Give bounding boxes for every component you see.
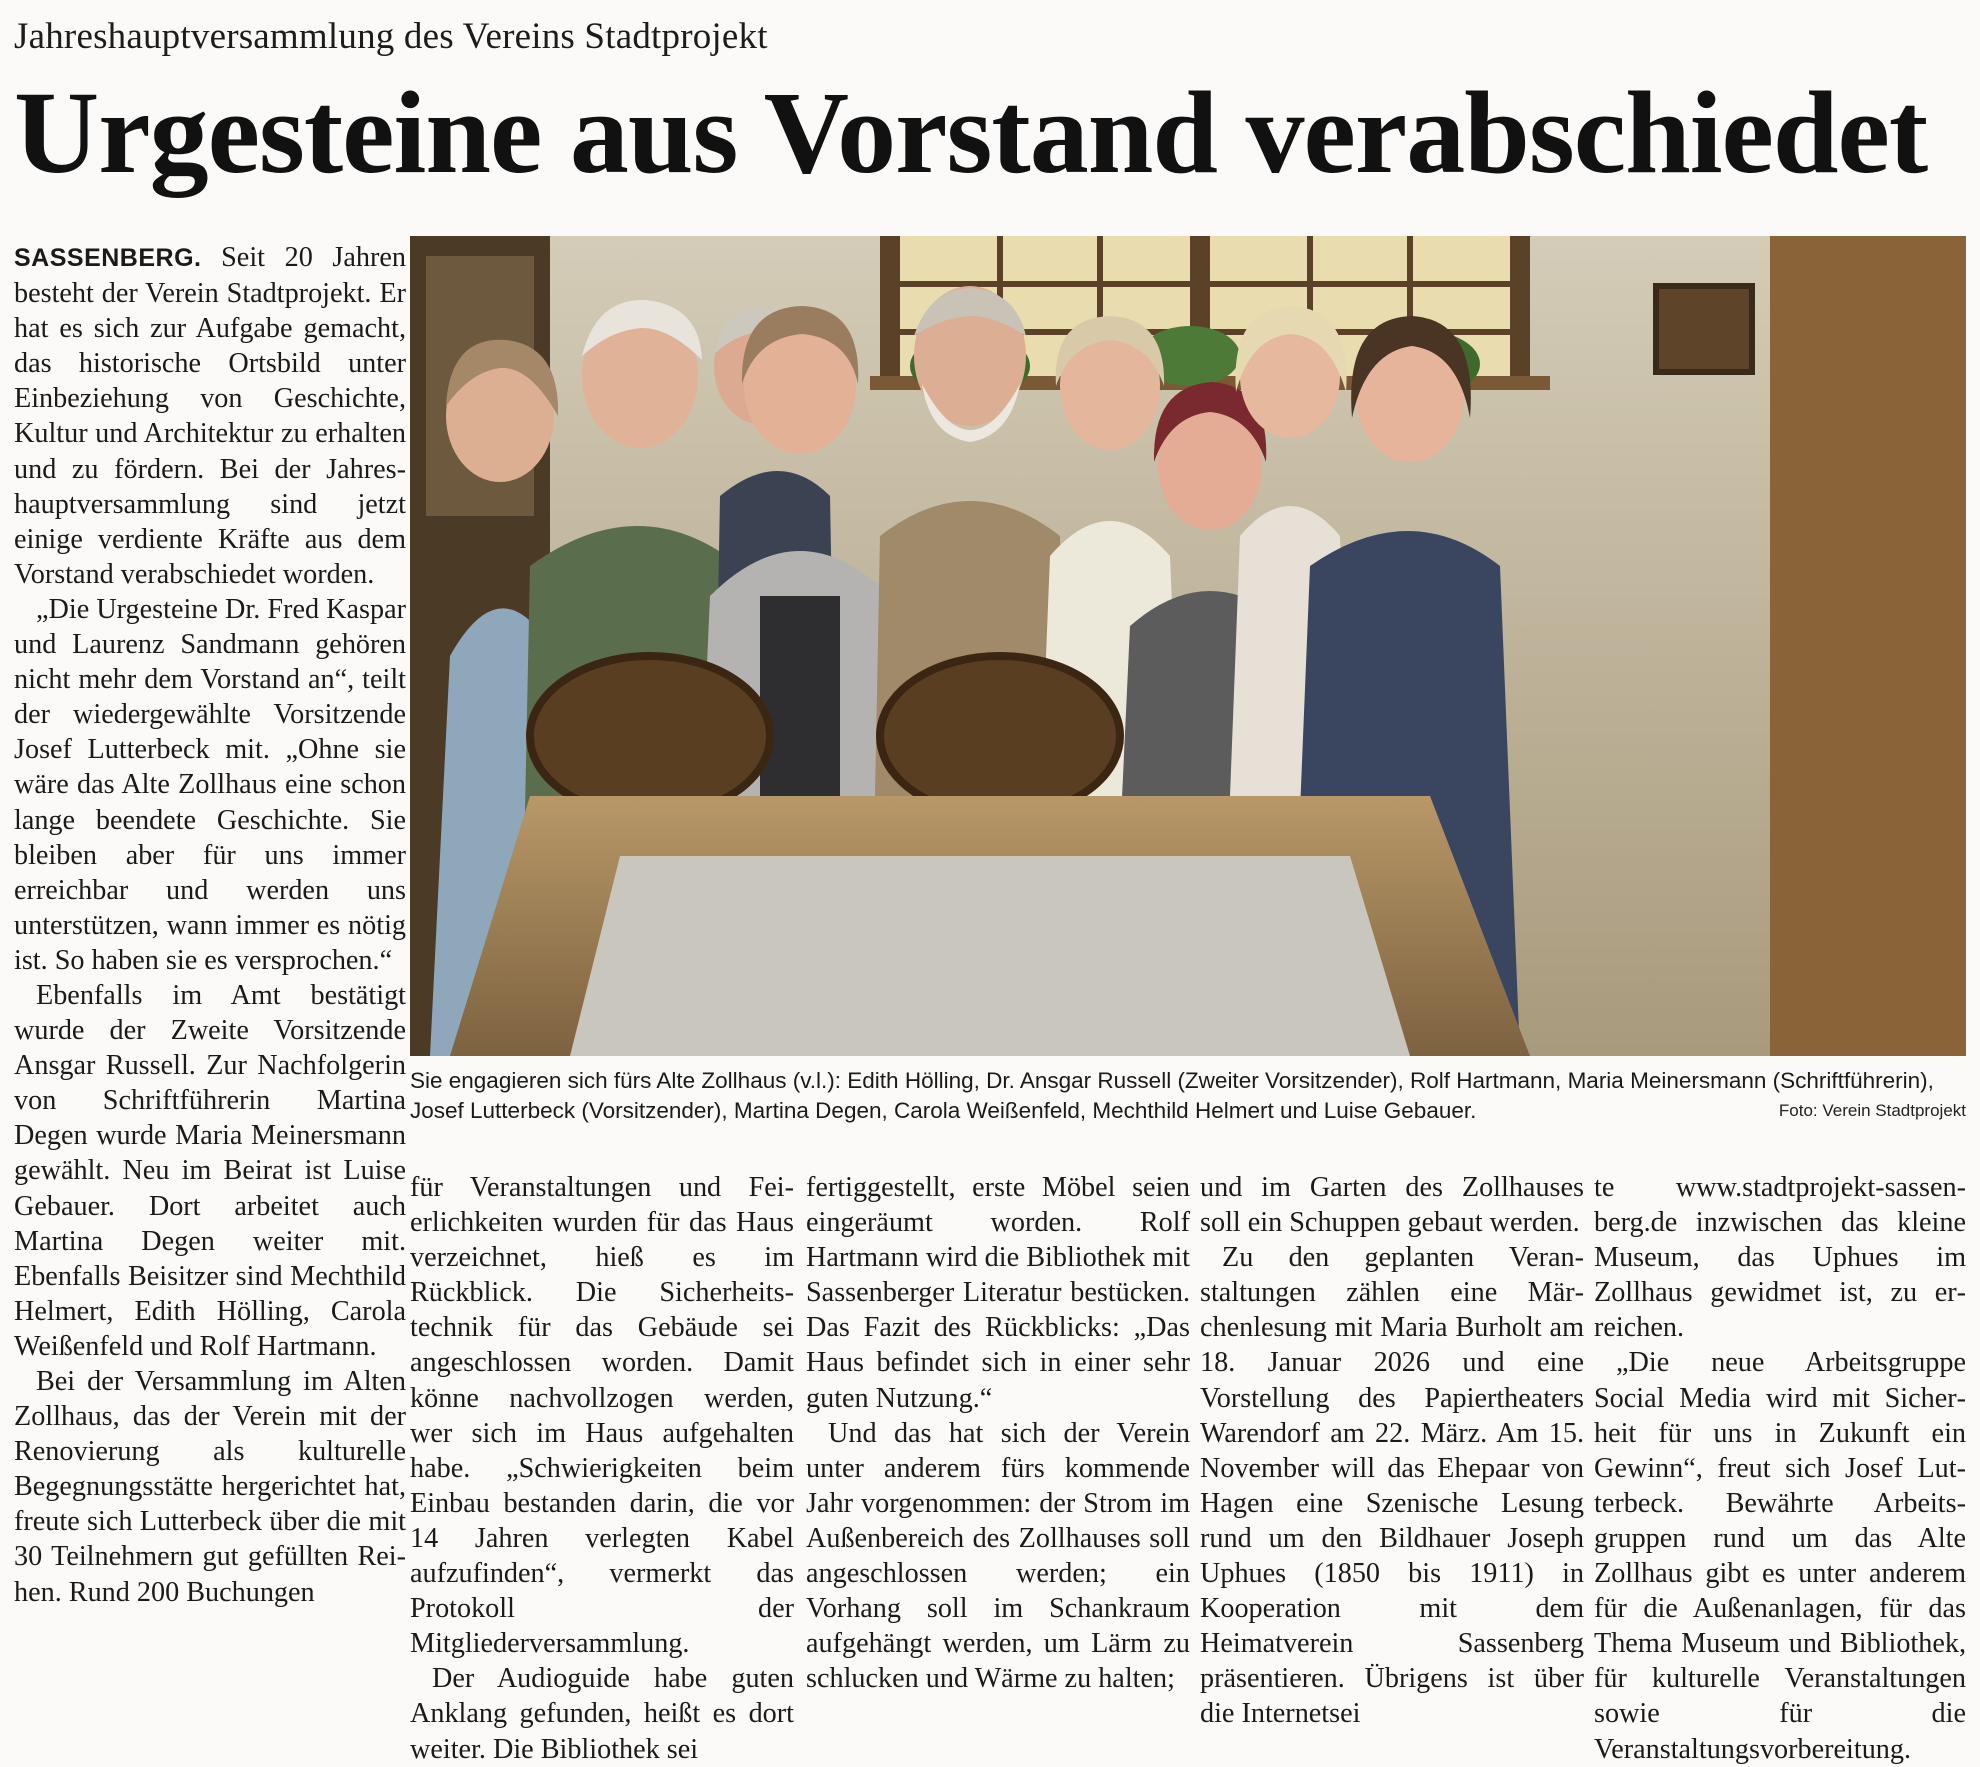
paragraph: Zu den geplanten Veranstaltungen zählen eine Märchenlesung mit Maria Burholt am 18. Januar 2026 und eine Vorstellung des Papiertheaters Warendorf am 22. März. Am 15. November will das Ehepaar von Hagen eine Szenische Lesung rund um den Bildhauer Joseph Uphues (1850 bis 1911) in Kooperation mit dem Heimatverein Sassenberg präsentieren. Übrigens ist über die Internetsei: [1200, 1242, 1584, 1730]
paragraph: te www.stadtprojekt-sassenberg.de inzwischen das kleine Museum, das Uphues im Zollhaus gewidmet ist, zu erreichen.: [1594, 1172, 1966, 1344]
paragraph: „Die Urgesteine Dr. Fred Kaspar und Laurenz Sandmann gehören nicht mehr dem Vorstand an“, teilt der wiedergewählte Vorsitzende Josef Lutterbeck mit. „Ohne sie wäre das Alte Zollhaus eine schon lange beendete Geschichte. Sie bleiben aber für uns immer erreichbar und werden uns unterstützen, wann immer es nötig ist. So haben sie es versprochen.“: [14, 593, 406, 976]
photo-caption: Sie engagieren sich fürs Alte Zollhaus (v.l.): Edith Hölling, Dr. Ansgar Russell (Zweiter Vorsitzender), Rolf Hartmann, Maria Meinersmann (Schriftführerin), Josef Lutterbeck (Vorsitzender), Martina Degen, Carola Weißenfeld, Mechthild Helmert und Luise Gebauer.: [410, 1068, 1934, 1123]
text-column-4: [1200, 1170, 1584, 1732]
paragraph: fertiggestellt, erste Möbel seien eingeräumt worden. Rolf Hartmann wird die Bibliothek mit Sassenberger Literatur bestücken. Das Fazit des Rückblicks: „Das Haus befindet sich in einer sehr guten Nutzung.“: [806, 1172, 1190, 1414]
text-column-3: [806, 1170, 1190, 1696]
paragraph: Der Audioguide habe guten Anklang gefunden, heißt es dort weiter. Die Bibliothek sei: [410, 1663, 794, 1765]
dateline: SASSENBERG.: [14, 244, 202, 272]
text-column-5: [1594, 1170, 1966, 1767]
paragraph: für Veranstaltungen und Feierlichkeiten wurden für das Haus verzeichnet, hieß es im Rückblick. Die Sicherheitstechnik für das Gebäude sei angeschlossen worden. Damit könne nachvollzogen werden, wer sich im Haus aufgehalten habe. „Schwierigkeiten beim Einbau bestanden darin, die vor 14 Jahren verlegten Kabel aufzufinden“, vermerkt das Protokoll der Mitgliederversammlung.: [410, 1172, 794, 1660]
article-kicker: Jahreshauptversammlung des Vereins Stadtprojekt: [14, 16, 768, 57]
group-photo-illustration: [410, 236, 1966, 1056]
text-column-1: [14, 240, 406, 1610]
paragraph: Ebenfalls im Amt bestätigt wurde der Zweite Vorsitzende Ansgar Russell. Zur Nachfolgerin von Schriftführerin Martina Degen wurde Maria Meinersmann gewählt. Neu im Beirat ist Luise Gebauer. Dort arbeitet auch Martina Degen weiter mit. Ebenfalls Beisitzer sind Mechthild Helmert, Edith Hölling, Carola Weißenfeld und Rolf Hartmann.: [14, 979, 406, 1362]
paragraph: und im Garten des Zollhauses soll ein Schuppen gebaut werden.: [1200, 1172, 1584, 1239]
lead-paragraph: [14, 240, 406, 592]
paragraph: Und das hat sich der Verein unter anderem fürs kommende Jahr vorgenommen: der Strom im Außenbereich des Zollhauses soll angeschlossen werden; ein Vorhang soll im Schankraum aufgehängt werden, um Lärm zu schlucken und Wärme zu halten;: [806, 1417, 1190, 1695]
paragraph: Bei der Versammlung im Alten Zollhaus, das der Verein mit der Renovierung als kulturelle Begegnungsstätte hergerichtet hat, freute sich Lutterbeck über die mit 30 Teilnehmern gut gefüllten Reihen. Rund 200 Buchungen: [14, 1366, 406, 1608]
paragraph: „Die neue Arbeitsgruppe Social Media wird mit Sicherheit für uns in Zukunft ein Gewinn“, freut sich Josef Lutterbeck. Bewährte Arbeitsgruppen rund um das Alte Zollhaus gibt es unter anderem für die Außenanlagen, für das Thema Museum und Bibliothek, für kulturelle Veranstaltungen sowie für die Veranstaltungsvorbereitung.: [1594, 1347, 1966, 1765]
lead-text: Seit 20 Jahren besteht der Verein Stadtprojekt. Er hat es sich zur Aufgabe gemacht, das historische Ortsbild unter Einbeziehung von Geschichte, Kultur und Architektur zu erhalten und zu fördern. Bei der Jahreshauptversammlung sind jetzt einige verdiente Kräfte aus dem Vorstand verabschiedet worden.: [14, 242, 406, 590]
text-column-2: [410, 1170, 794, 1767]
group-photo: [410, 236, 1966, 1056]
article-headline: Urgesteine aus Vorstand verabschiedet: [14, 67, 1928, 198]
photo-credit: Foto: Verein Stadtprojekt: [1778, 1101, 1966, 1120]
